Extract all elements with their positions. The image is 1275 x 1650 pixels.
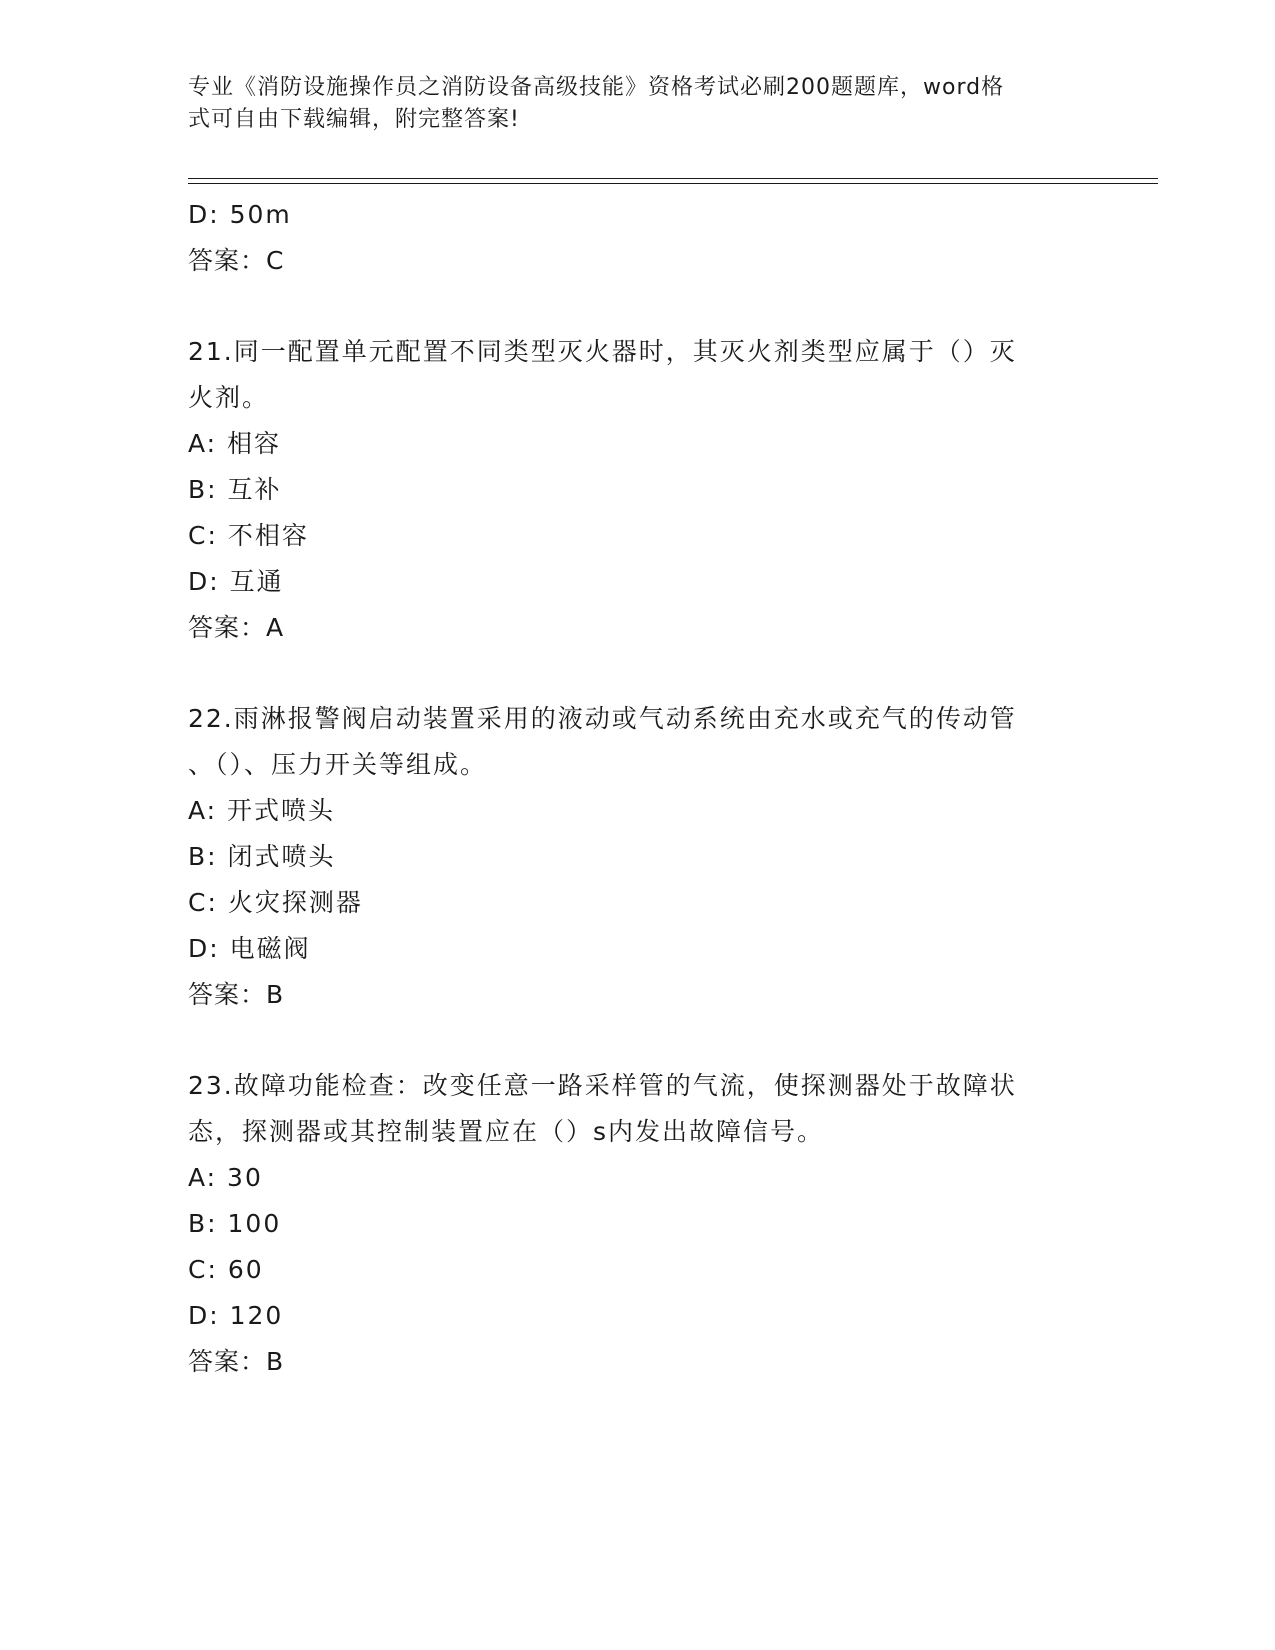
spacer <box>188 1018 1078 1063</box>
option-a: A: 相容 <box>188 429 282 458</box>
question-21 <box>188 329 1078 651</box>
answer-line: 答案：B <box>188 1347 285 1376</box>
question-22 <box>188 696 1078 1018</box>
document-header <box>188 72 1068 136</box>
option-b: B: 100 <box>188 1209 282 1238</box>
question-list <box>188 192 1078 1385</box>
spacer <box>188 284 1078 329</box>
header-divider-bottom <box>188 183 1158 184</box>
question-text-line-1: 21.同一配置单元配置不同类型灭火器时，其灭火剂类型应属于（）灭 <box>188 337 1017 366</box>
question-text-line-2: 态，探测器或其控制装置应在（）s内发出故障信号。 <box>188 1117 825 1146</box>
header-line-1: 专业《消防设施操作员之消防设备高级技能》资格考试必刷200题题库，word格 <box>188 75 1005 100</box>
option-c: C: 火灾探测器 <box>188 888 363 917</box>
question-text-line-1: 23.故障功能检查：改变任意一路采样管的气流，使探测器处于故障状 <box>188 1071 1017 1100</box>
question-text-line-2: 、（）、压力开关等组成。 <box>188 750 488 779</box>
header-divider-top <box>188 178 1158 179</box>
answer-line: 答案：C <box>188 246 285 275</box>
option-d: D: 50m <box>188 200 292 229</box>
option-d: D: 120 <box>188 1301 284 1330</box>
answer-line: 答案：A <box>188 613 285 642</box>
option-d: D: 互通 <box>188 567 284 596</box>
option-a: A: 30 <box>188 1163 263 1192</box>
option-c: C: 60 <box>188 1255 264 1284</box>
question-text-line-1: 22.雨淋报警阀启动装置采用的液动或气动系统由充水或充气的传动管 <box>188 704 1017 733</box>
option-b: B: 互补 <box>188 475 282 504</box>
option-d: D: 电磁阀 <box>188 934 311 963</box>
answer-line: 答案：B <box>188 980 285 1009</box>
spacer <box>188 651 1078 696</box>
question-23 <box>188 1063 1078 1385</box>
question-text-line-2: 火剂。 <box>188 383 270 412</box>
option-c: C: 不相容 <box>188 521 309 550</box>
header-line-2: 式可自由下载编辑，附完整答案! <box>188 107 520 132</box>
option-b: B: 闭式喷头 <box>188 842 336 871</box>
option-a: A: 开式喷头 <box>188 796 336 825</box>
previous-question-tail <box>188 192 1078 284</box>
